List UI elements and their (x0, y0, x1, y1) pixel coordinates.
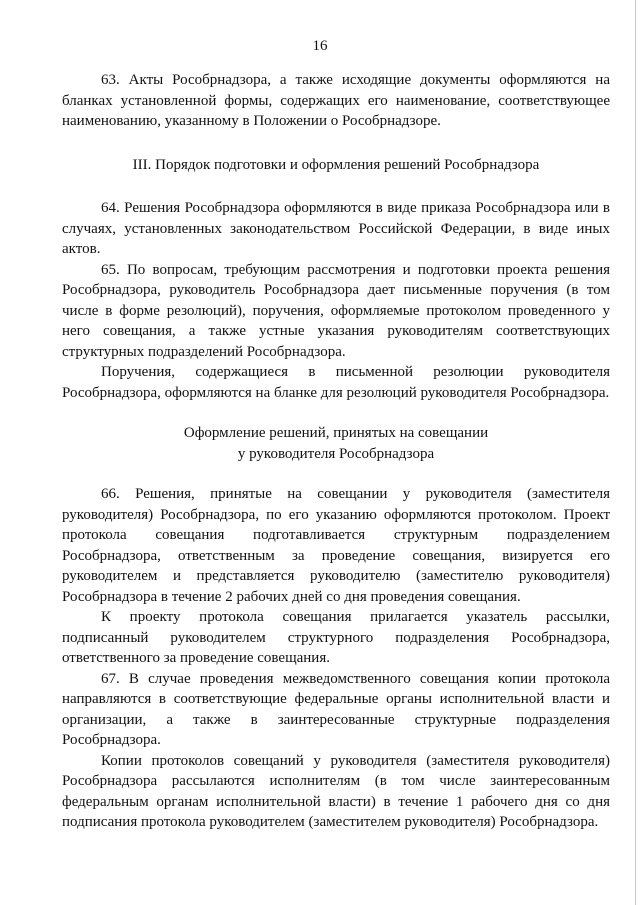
paragraph-64: 64. Решения Рособрнадзора оформляются в виде приказа Рособрнадзора или в случаях, установленных законодательством Российской Федерации, в виде иных актов. (62, 200, 610, 257)
paragraph-67: 67. В случае проведения межведомственного совещания копии протокола направляются в соответствующие федеральные органы исполнительной власти и организации, а также в заинтересованные структурные подразделения Рособрнадзора. (62, 670, 610, 748)
paragraph-63: 63. Акты Рособрнадзора, а также исходящие документы оформляются на бланках установленной формы, содержащих его наименование, соответствующее наименованию, указанному в Положении о Рособрнадзоре. (62, 72, 610, 129)
meeting-decisions-subheading (62, 423, 610, 464)
subheading-line-2: у руководителя Рособрнадзора (237, 445, 435, 462)
paragraph-65: 65. По вопросам, требующим рассмотрения и подготовки проекта решения Рособрнадзора, руководитель Рособрнадзора дает письменные поручения (в том числе в форме резолюций), поручения, оформляемые протоколом проведенного у него совещания, а также устные указания руководителям соответствующих структурных подразделений Рособрнадзора. (62, 261, 610, 360)
paragraph-66-distribution: К проекту протокола совещания прилагается указатель рассылки, подписанный руководителем структурного подразделения Рособрнадзора, ответственного за проведение совещания. (62, 609, 610, 666)
paragraph-66: 66. Решения, принятые на совещании у руководителя (заместителя руководителя) Рособрнадзора, по его указанию оформляются протоколом. Проект протокола совещания подготавливается структурным подразделением Рособрнадзора, ответственным за проведение совещания, визируется его руководителем и представляется руководителю (заместителю руководителя) Рособрнадзора в течение 2 рабочих дней со дня проведения совещания. (62, 486, 610, 605)
document-body (62, 70, 610, 833)
section-3-heading: III. Порядок подготовки и оформления решений Рособрнадзора (132, 156, 540, 173)
paragraph-67-copies: Копии протоколов совещаний у руководителя (заместителя руководителя) Рособрнадзора рассылаются исполнителям (в том числе заинтересованным федеральным органам исполнительной власти) в течение 1 рабочего дня со дня подписания протокола руководителем (заместителем руководителя) Рособрнадзора. (62, 752, 610, 830)
scan-edge-shadow (635, 0, 636, 905)
paragraph-65-instructions: Поручения, содержащиеся в письменной резолюции руководителя Рособрнадзора, оформляются на бланке для резолюций руководителя Рособрнадзора. (62, 364, 610, 401)
subheading-line-1: Оформление решений, принятых на совещании (183, 425, 489, 441)
page-number: 16 (312, 38, 328, 54)
